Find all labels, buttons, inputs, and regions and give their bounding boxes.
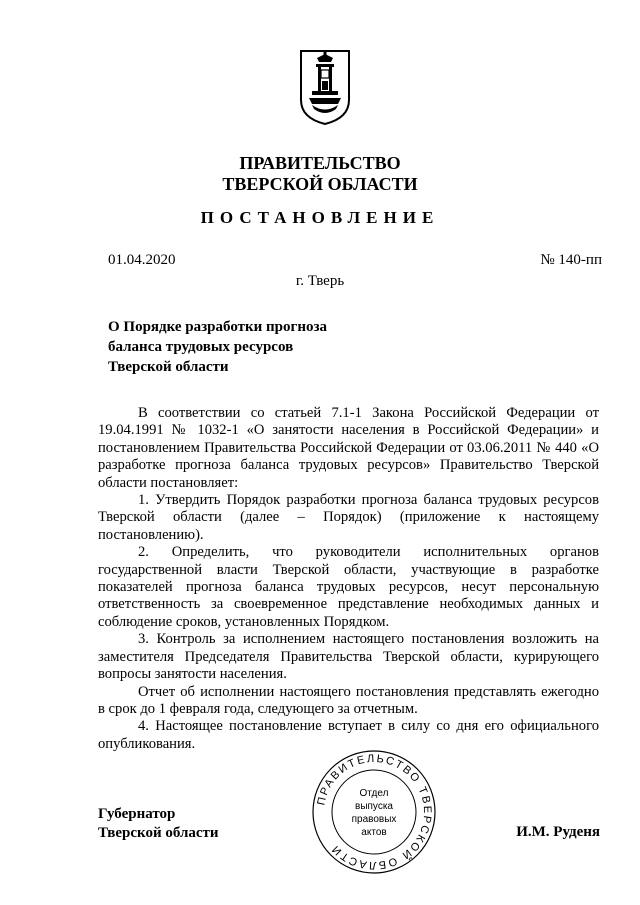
signatory-position-line1: Губернатор	[98, 806, 176, 822]
body-paragraph-report: Отчет об исполнении настоящего постановления представлять ежегодно в срок до 1 февраля года, следующего за отчетным.	[98, 683, 599, 717]
body-paragraph-preamble: В соответствии со статьей 7.1-1 Закона Российской Федерации от 19.04.1991 № 1032-1 «О занятости населения в Российской Федерации» и постановлением Правительства Российской Федерации от 03.06.2011 № 440 «О разработке прогноза баланса трудовых ресурсов» Правительство Тверской области постановляет:	[98, 405, 599, 491]
stamp-center-line2: выпуска	[355, 801, 393, 812]
subject-line3: Тверской области	[108, 359, 229, 375]
subject-line1: О Порядке разработки прогноза	[108, 319, 327, 335]
stamp-ring-text: ПРАВИТЕЛЬСТВО ТВЕРСКОЙ ОБЛАСТИ	[315, 752, 434, 872]
official-stamp	[310, 748, 438, 876]
document-date: 01.04.2020	[108, 252, 176, 268]
subject-line2: баланса трудовых ресурсов	[108, 339, 294, 355]
document-city: г. Тверь	[295, 273, 345, 289]
body-paragraph-1: 1. Утвердить Порядок разработки прогноза баланса трудовых ресурсов Тверской области (далее – Порядок) (приложение к настоящему постановлению).	[98, 492, 599, 543]
stamp-center-line4: актов	[361, 827, 387, 838]
body-paragraph-4: 4. Настоящее постановление вступает в силу со дня его официального опубликования.	[98, 718, 599, 752]
body-paragraph-3: 3. Контроль за исполнением настоящего постановления возложить на заместителя Председателя Правительства Тверской области, курирующего вопросы занятости населения.	[98, 631, 599, 683]
document-number: № 140-пп	[540, 252, 602, 268]
tver-coat-of-arms-icon	[298, 48, 352, 126]
org-name-line2: ТВЕРСКОЙ ОБЛАСТИ	[222, 174, 418, 194]
signatory-name: И.М. Руденя	[516, 824, 600, 840]
org-name-line1: ПРАВИТЕЛЬСТВО	[239, 153, 401, 173]
stamp-center-line1: Отдел	[359, 788, 389, 799]
body-paragraph-2: 2. Определить, что руководители исполнительных органов государственной власти Тверской области, участвующие в разработке показателей прогноза баланса трудовых ресурсов, несут персональную ответственность за своевременное представление необходимых данных и соблюдение сроков, установленных Порядком.	[98, 544, 599, 630]
document-type: ПОСТАНОВЛЕНИЕ	[200, 208, 440, 227]
stamp-center-line3: правовых	[351, 814, 397, 825]
document-subject	[108, 317, 408, 377]
document-body	[98, 405, 599, 753]
signatory-position	[98, 805, 219, 843]
signatory-position-line2: Тверской области	[98, 825, 219, 841]
